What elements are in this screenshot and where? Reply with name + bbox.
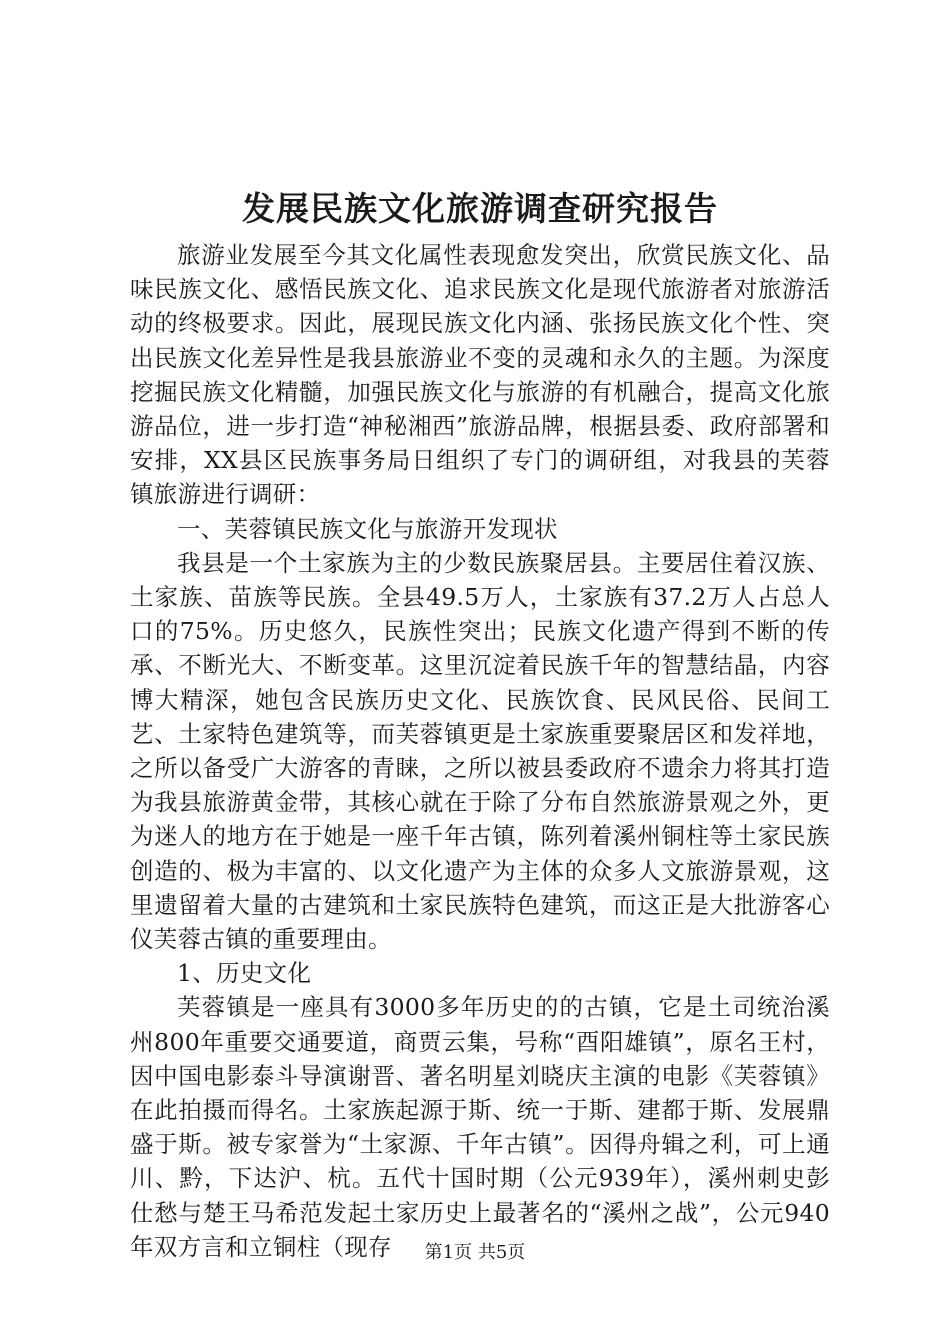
page-number-footer: 第1页 共5页 <box>424 1242 526 1263</box>
intro-paragraph: 旅游业发展至今其文化属性表现愈发突出，欣赏民族文化、品味民族文化、感悟民族文化、追求民族文化是现代旅游者对旅游活动的终极要求。因此，展现民族文化内涵、张扬民族文化个性、突出民族文化差异性是我县旅游业不变的灵魂和永久的主题。为深度挖掘民族文化精髓，加强民族文化与旅游的有机融合，提高文化旅游品位，进一步打造“神秘湘西”旅游品牌，根据县委、政府部署和安排，XX县区民族事务局日组织了专门的调研组，对我县的芙蓉镇旅游进行调研： <box>130 241 830 509</box>
document-page <box>130 186 830 1264</box>
body-paragraph: 芙蓉镇是一座具有3000多年历史的的古镇，它是土司统治溪州800年重要交通要道，商贾云集，号称“酉阳雄镇”，原名王村，因中国电影泰斗导演谢晋、著名明星刘晓庆主演的电影《芙蓉镇》在此拍摄而得名。土家族起源于斯、统一于斯、建都于斯、发展鼎盛于斯。被专家誉为“土家源、千年古镇”。因得舟辑之利，可上通川、黔，下达沪、杭。五代十国时期（公元939年），溪州刺史彭仕愁与楚王马希范发起土家历史上最著名的“溪州之战”，公元940年双方言和立铜柱（现存 <box>130 993 830 1261</box>
document-title: 发展民族文化旅游调查研究报告 <box>242 189 718 228</box>
subsection-heading-1: 1、历史文化 <box>177 959 312 988</box>
section-heading-1: 一、芙蓉镇民族文化与旅游开发现状 <box>177 514 558 543</box>
body-paragraph: 我县是一个土家族为主的少数民族聚居县。主要居住着汉族、土家族、苗族等民族。全县49.5万人，土家族有37.2万人占总人口的75%。历史悠久，民族性突出；民族文化遗产得到不断的传承、不断光大、不断变革。这里沉淀着民族千年的智慧结晶，内容博大精深，她包含民族历史文化、民族饮食、民风民俗、民间工艺、土家特色建筑等，而芙蓉镇更是土家族重要聚居区和发祥地，之所以备受广大游客的青睐，之所以被县委政府不遗余力将其打造为我县旅游黄金带，其核心就在于除了分布自然旅游景观之外，更为迷人的地方在于她是一座千年古镇，陈列着溪州铜柱等土家民族创造的、极为丰富的、以文化遗产为主体的众多人文旅游景观，这里遗留着大量的古建筑和土家民族特色建筑，而这正是大批游客心仪芙蓉古镇的重要理由。 <box>130 548 830 954</box>
